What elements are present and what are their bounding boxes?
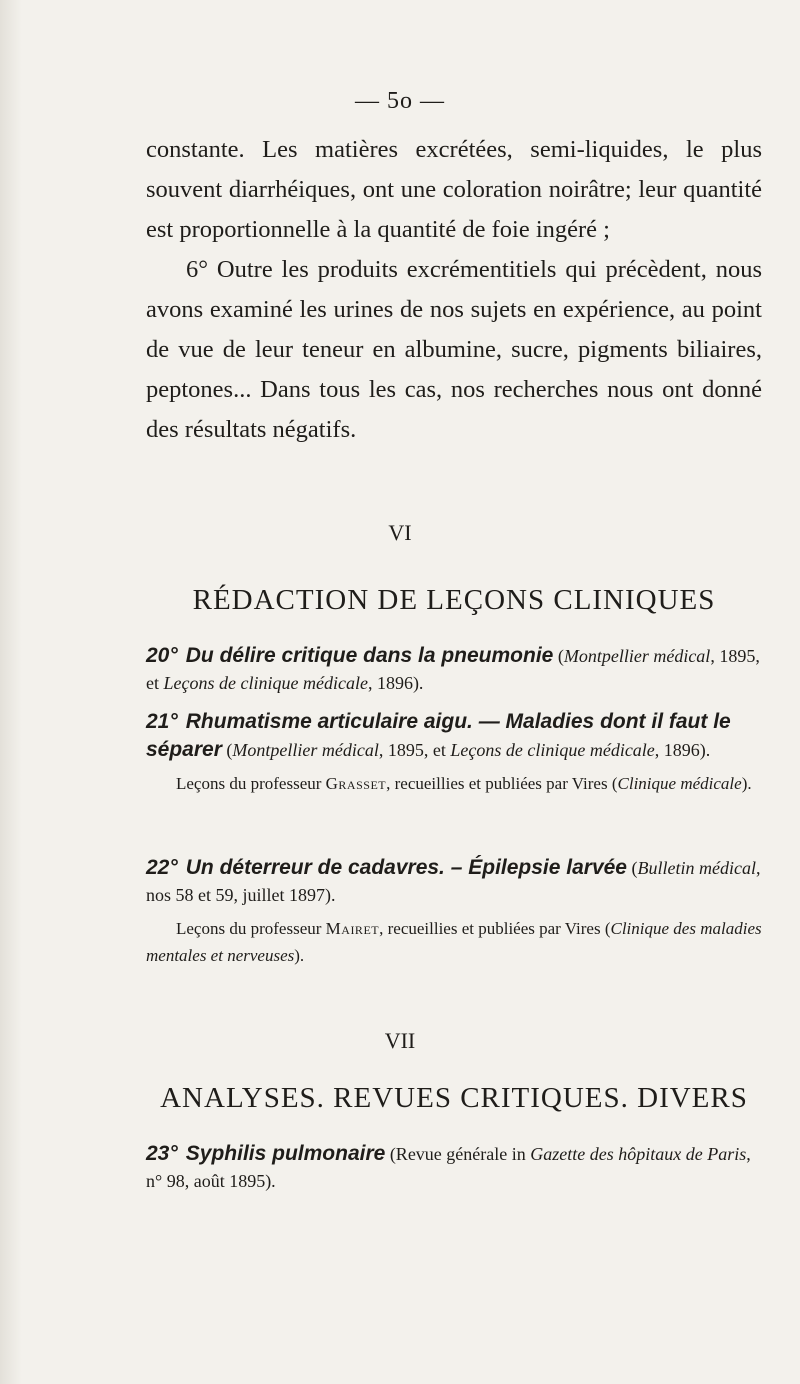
professor-name: Grasset <box>325 774 387 793</box>
entry-title: Un déterreur de cadavres. – Épilepsie larvée <box>185 856 627 879</box>
section-number-vii: VII <box>384 1028 416 1053</box>
entry-text: , 1895, et <box>378 740 451 760</box>
entry-number: 23° <box>146 1142 178 1165</box>
entry-text: , nos 58 et 59, juillet 1897). <box>146 858 761 905</box>
page-gutter-shadow <box>0 0 22 1384</box>
paragraph-1: constante. Les matières excrétées, semi-liquides, le plus souvent diarrhéiques, ont une coloration noirâtre; leur quantité est proportionnelle à la quantité de foie ingéré ; <box>146 136 762 243</box>
professor-name: Mairet <box>325 919 380 938</box>
section-title-vii: ANALYSES. REVUES CRITIQUES. DIVERS <box>160 1082 748 1114</box>
entry-text: , n° 98, août 1895). <box>146 1144 751 1191</box>
entry-note <box>146 915 762 969</box>
section-number-vi: VI <box>388 520 412 545</box>
entry-note <box>146 770 762 797</box>
entry-text: , 1896). <box>654 740 711 760</box>
entry-source: Leçons de clinique médicale <box>163 673 368 693</box>
note-text: Leçons du professeur <box>176 774 326 793</box>
paragraph-2: 6° Outre les produits excrémentitiels qui précèdent, nous avons examiné les urines de nos sujets en expérience, au point de vue de leur teneur en albumine, sucre, pigments biliaires, peptones... Dans tous les cas, nos recherches nous ont donné des résultats négatifs. <box>146 256 762 443</box>
entry-title: Syphilis pulmonaire <box>185 1142 386 1165</box>
entry-source: Montpellier médical <box>232 740 379 760</box>
entry-number: 22° <box>146 856 178 879</box>
entry-21 <box>146 708 762 797</box>
note-text: Leçons du professeur <box>176 919 326 938</box>
entry-text: , 1895, et <box>146 646 760 693</box>
entry-title: Du délire critique dans la pneumonie <box>185 644 554 667</box>
section-title-vi: RÉDACTION DE LEÇONS CLINIQUES <box>192 584 716 616</box>
entry-source: Gazette des hôpitaux de Paris <box>530 1144 747 1164</box>
entry-source: Bulletin médical <box>637 858 756 878</box>
body-text <box>146 130 762 450</box>
entry-20 <box>146 642 762 697</box>
entry-title: Rhumatisme articulaire aigu. — Maladies dont il faut le séparer <box>146 710 731 761</box>
page-number: — 5o — <box>355 88 445 114</box>
entry-number: 20° <box>146 644 178 667</box>
entry-text: ( <box>627 858 638 878</box>
note-source: Clinique médicale <box>617 774 742 793</box>
entry-23 <box>146 1140 762 1195</box>
note-text: ). <box>294 946 305 965</box>
note-text: ). <box>741 774 752 793</box>
entry-22 <box>146 854 762 969</box>
note-text: , recueillies et publiées par Vires ( <box>386 774 618 793</box>
note-source: Clinique des maladies mentales et nerveuses <box>146 919 762 965</box>
entry-text: ( <box>553 646 564 666</box>
entry-source: Montpellier médical <box>563 646 711 666</box>
entry-text: (Revue générale in <box>385 1144 531 1164</box>
entry-number: 21° <box>146 710 178 733</box>
note-text: , recueillies et publiées par Vires ( <box>379 919 611 938</box>
entry-text: , 1896). <box>367 673 424 693</box>
entry-text: ( <box>221 740 233 760</box>
entry-source: Leçons de clinique médicale <box>450 740 655 760</box>
